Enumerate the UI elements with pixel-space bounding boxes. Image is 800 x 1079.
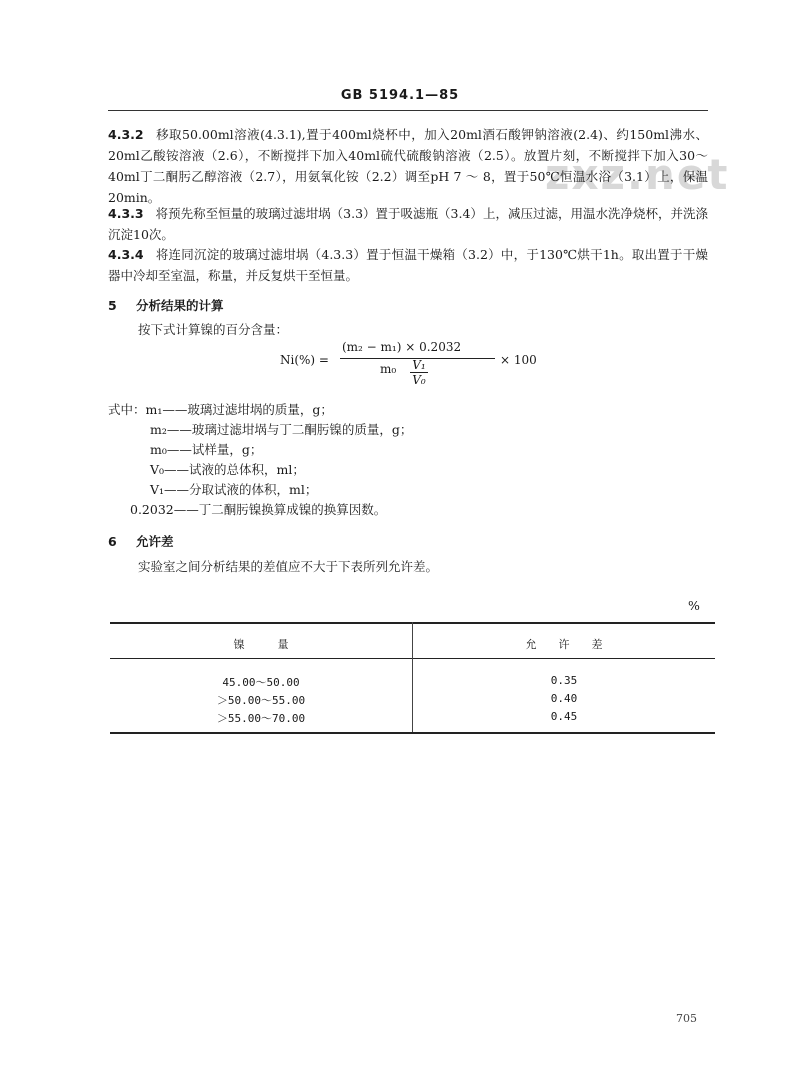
page-number: 705 — [676, 1012, 697, 1025]
table-cell: ＞50.00～55.00 — [216, 694, 306, 707]
section-title: 允许差 — [136, 534, 174, 549]
formula-lhs: Ni(%) = — [280, 353, 329, 367]
calc-intro: 按下式计算镍的百分含量： — [138, 322, 289, 337]
section-6-heading — [108, 532, 174, 550]
table-cell: 0.35 — [550, 674, 578, 687]
where-line: 式中：m₁——玻璃过滤坩埚的质量，g； — [108, 402, 333, 417]
formula-tail: × 100 — [500, 353, 537, 367]
clause-number: 4.3.2 — [108, 127, 144, 142]
table-unit: % — [688, 598, 700, 613]
table-cell: 0.45 — [550, 710, 578, 723]
table-header-nickel: 镍 量 — [233, 638, 289, 651]
clause-text: 将连同沉淀的玻璃过滤坩埚（4.3.3）置于恒温干燥箱（3.2）中，于130℃烘干1h。取出置于干燥器中冷却至室温，称量，并反复烘干至恒量。 — [108, 247, 708, 283]
clause-number: 4.3.3 — [108, 206, 144, 221]
where-line: m₀——试样量，g； — [150, 442, 263, 457]
table-cell: 0.40 — [550, 692, 578, 705]
formula — [280, 340, 540, 390]
where-line: V₁——分取试液的体积，ml； — [150, 482, 318, 497]
clause-text: 将预先称至恒量的玻璃过滤坩埚（3.3）置于吸滤瓶（3.4）上，减压过滤，用温水洗净烧杯，并洗涤沉淀10次。 — [108, 206, 708, 242]
inner-denominator: V₀ — [412, 373, 426, 387]
table-cell: 45.00～50.00 — [222, 676, 300, 689]
where-line: m₂——玻璃过滤坩埚与丁二酮肟镍的质量，g； — [150, 422, 413, 437]
formula-numerator: (m₂ − m₁) × 0.2032 — [342, 340, 462, 354]
where-line: 0.2032——丁二酮肟镍换算成镍的换算因数。 — [130, 502, 387, 517]
section-5-heading — [108, 296, 224, 314]
table-cell: ＞55.00～70.00 — [216, 712, 306, 725]
section-title: 分析结果的计算 — [136, 298, 224, 313]
paragraph-4-3-4 — [108, 244, 708, 286]
header-rule — [108, 110, 708, 111]
paragraph-4-3-2 — [108, 124, 708, 208]
inner-numerator: V₁ — [410, 358, 428, 373]
table-bottom-rule — [110, 732, 715, 734]
clause-number: 4.3.4 — [108, 247, 144, 262]
paragraph-4-3-3 — [108, 203, 708, 245]
clause-text: 移取50.00ml溶液(4.3.1),置于400ml烧杯中，加入20ml酒石酸钾钠溶液(2.4)、约150ml沸水、20ml乙酸铵溶液（2.6），不断搅拌下加入40ml硫代硫酸钠溶液（2.5）。放置片刻，不断搅拌下加入30～40ml丁二酮肟乙醇溶液（2.7），用氨氧化铵（2.2）调至pH 7 ～ 8，置于50℃恒温水浴（3.1）上，保温20min。 — [108, 127, 708, 205]
table-header-tolerance: 允 许 差 — [525, 638, 603, 651]
page-header: GB 5194.1—85 — [340, 88, 460, 103]
formula-denominator: m₀ — [380, 362, 397, 376]
where-line: V₀——试液的总体积，ml； — [150, 462, 305, 477]
section-number: 6 — [108, 534, 117, 549]
section-number: 5 — [108, 298, 117, 313]
tolerance-intro: 实验室之间分析结果的差值应不大于下表所列允许差。 — [138, 559, 439, 574]
inner-fraction — [410, 358, 428, 387]
watermark: zxz.net — [545, 150, 730, 199]
